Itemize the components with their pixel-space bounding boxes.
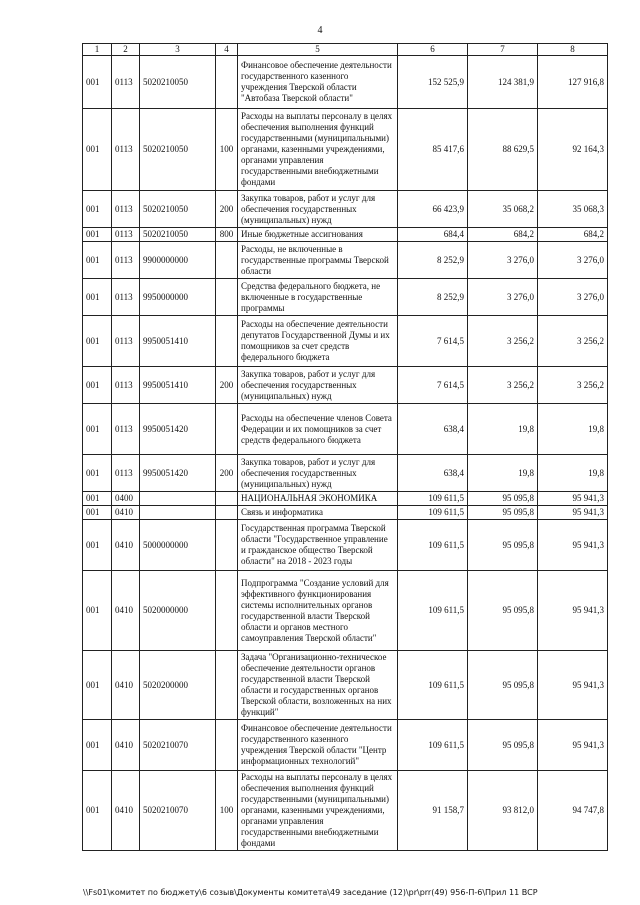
table-row [83, 56, 608, 109]
amount-col6-cell: 91 158,7 [398, 771, 468, 851]
description-cell: Закупка товаров, работ и услуг для обеспечения государственных (муниципальных) нужд [238, 455, 398, 492]
section-code-cell: 0113 [112, 279, 140, 316]
amount-col8-cell: 95 941,3 [538, 571, 608, 651]
amount-col7-cell: 95 095,8 [468, 651, 538, 720]
section-code-cell: 0400 [112, 492, 140, 506]
amount-col7-cell: 124 381,9 [468, 56, 538, 109]
target-article-cell [140, 506, 216, 520]
column-header: 4 [216, 44, 238, 56]
gr-code-cell: 001 [83, 651, 112, 720]
table-row [83, 506, 608, 520]
gr-code-cell: 001 [83, 191, 112, 228]
target-article-cell: 5020210070 [140, 720, 216, 771]
target-article-cell: 5020210050 [140, 228, 216, 242]
table-row [83, 279, 608, 316]
amount-col8-cell: 95 941,3 [538, 492, 608, 506]
column-header: 2 [112, 44, 140, 56]
amount-col6-cell: 109 611,5 [398, 720, 468, 771]
amount-col8-cell: 95 941,3 [538, 506, 608, 520]
amount-col6-cell: 85 417,6 [398, 109, 468, 191]
page-number: 4 [317, 25, 323, 36]
file-path-footer: \\Fs01\комитет по бюджету\6 созыв\Документы комитета\49 заседание (12)\pr\prr(49) 956-П-6\Прил 11 ВСР [83, 888, 538, 897]
expense-type-cell: 200 [216, 367, 238, 404]
gr-code-cell: 001 [83, 56, 112, 109]
expense-type-cell [216, 492, 238, 506]
amount-col6-cell: 7 614,5 [398, 316, 468, 367]
amount-col6-cell: 638,4 [398, 455, 468, 492]
column-header: 8 [538, 44, 608, 56]
target-article-cell: 9950051420 [140, 455, 216, 492]
description-cell: НАЦИОНАЛЬНАЯ ЭКОНОМИКА [238, 492, 398, 506]
amount-col8-cell: 3 256,2 [538, 316, 608, 367]
amount-col8-cell: 3 276,0 [538, 279, 608, 316]
amount-col7-cell: 3 256,2 [468, 316, 538, 367]
expense-type-cell [216, 720, 238, 771]
gr-code-cell: 001 [83, 228, 112, 242]
target-article-cell: 5020000000 [140, 571, 216, 651]
gr-code-cell: 001 [83, 404, 112, 455]
target-article-cell: 5020210050 [140, 109, 216, 191]
expense-type-cell [216, 404, 238, 455]
description-cell: Расходы на обеспечение членов Совета Федерации и их помощников за счет средств федерального бюджета [238, 404, 398, 455]
table-row [83, 520, 608, 571]
amount-col8-cell: 95 941,3 [538, 651, 608, 720]
table-row [83, 571, 608, 651]
amount-col8-cell: 684,2 [538, 228, 608, 242]
table-row [83, 771, 608, 851]
table-row [83, 316, 608, 367]
amount-col8-cell: 35 068,3 [538, 191, 608, 228]
column-header: 5 [238, 44, 398, 56]
description-cell: Финансовое обеспечение деятельности государственного казенного учреждения Тверской области "Центр информационных технологий" [238, 720, 398, 771]
expense-type-cell: 100 [216, 771, 238, 851]
column-header: 7 [468, 44, 538, 56]
description-cell: Средства федерального бюджета, не включенные в государственные программы [238, 279, 398, 316]
gr-code-cell: 001 [83, 506, 112, 520]
column-header: 6 [398, 44, 468, 56]
table-row [83, 651, 608, 720]
amount-col7-cell: 3 256,2 [468, 367, 538, 404]
expense-type-cell [216, 56, 238, 109]
description-cell: Подпрограмма "Создание условий для эффективного функционирования системы исполнительных органов государственной власти Тверской области и органов местного самоуправления Тверской области" [238, 571, 398, 651]
expense-type-cell [216, 316, 238, 367]
table-row [83, 242, 608, 279]
amount-col7-cell: 95 095,8 [468, 492, 538, 506]
table-row [83, 455, 608, 492]
expense-type-cell [216, 279, 238, 316]
amount-col7-cell: 684,2 [468, 228, 538, 242]
description-cell: Закупка товаров, работ и услуг для обеспечения государственных (муниципальных) нужд [238, 191, 398, 228]
amount-col8-cell: 19,8 [538, 404, 608, 455]
amount-col6-cell: 109 611,5 [398, 571, 468, 651]
section-code-cell: 0410 [112, 506, 140, 520]
expense-type-cell [216, 571, 238, 651]
target-article-cell [140, 492, 216, 506]
amount-col7-cell: 93 812,0 [468, 771, 538, 851]
amount-col8-cell: 3 276,0 [538, 242, 608, 279]
amount-col8-cell: 95 941,3 [538, 520, 608, 571]
section-code-cell: 0410 [112, 651, 140, 720]
target-article-cell: 9950051410 [140, 367, 216, 404]
table-row [83, 109, 608, 191]
gr-code-cell: 001 [83, 720, 112, 771]
description-cell: Связь и информатика [238, 506, 398, 520]
table-row [83, 404, 608, 455]
target-article-cell: 5020200000 [140, 651, 216, 720]
description-cell: Закупка товаров, работ и услуг для обеспечения государственных (муниципальных) нужд [238, 367, 398, 404]
section-code-cell: 0113 [112, 367, 140, 404]
amount-col7-cell: 95 095,8 [468, 506, 538, 520]
gr-code-cell: 001 [83, 316, 112, 367]
amount-col6-cell: 109 611,5 [398, 506, 468, 520]
description-cell: Государственная программа Тверской области "Государственное управление и гражданское общество Тверской области" на 2018 - 2023 годы [238, 520, 398, 571]
amount-col6-cell: 8 252,9 [398, 242, 468, 279]
amount-col7-cell: 3 276,0 [468, 279, 538, 316]
amount-col6-cell: 109 611,5 [398, 492, 468, 506]
section-code-cell: 0113 [112, 228, 140, 242]
table-row [83, 191, 608, 228]
description-cell: Задача "Организационно-техническое обеспечение деятельности органов государственной власти Тверской области и государственных органов Тверской области, возложенных на них функций" [238, 651, 398, 720]
description-cell: Расходы, не включенные в государственные программы Тверской области [238, 242, 398, 279]
gr-code-cell: 001 [83, 492, 112, 506]
gr-code-cell: 001 [83, 571, 112, 651]
section-code-cell: 0410 [112, 520, 140, 571]
amount-col6-cell: 66 423,9 [398, 191, 468, 228]
table-row [83, 492, 608, 506]
table-row [83, 228, 608, 242]
amount-col7-cell: 95 095,8 [468, 571, 538, 651]
column-header: 1 [83, 44, 112, 56]
amount-col8-cell: 3 256,2 [538, 367, 608, 404]
target-article-cell: 9950000000 [140, 279, 216, 316]
expense-type-cell [216, 520, 238, 571]
amount-col6-cell: 152 525,9 [398, 56, 468, 109]
section-code-cell: 0113 [112, 404, 140, 455]
gr-code-cell: 001 [83, 279, 112, 316]
section-code-cell: 0410 [112, 771, 140, 851]
target-article-cell: 5000000000 [140, 520, 216, 571]
section-code-cell: 0410 [112, 571, 140, 651]
amount-col6-cell: 684,4 [398, 228, 468, 242]
budget-table [82, 43, 608, 851]
gr-code-cell: 001 [83, 455, 112, 492]
description-cell: Финансовое обеспечение деятельности государственного казенного учреждения Тверской области "Автобаза Тверской области" [238, 56, 398, 109]
amount-col7-cell: 19,8 [468, 455, 538, 492]
target-article-cell: 5020210070 [140, 771, 216, 851]
amount-col7-cell: 95 095,8 [468, 520, 538, 571]
description-cell: Расходы на выплаты персоналу в целях обеспечения выполнения функций государственными (муниципальными) органами, казенными учреждениями, органами управления государственными внебюджетными фондами [238, 771, 398, 851]
amount-col8-cell: 92 164,3 [538, 109, 608, 191]
amount-col6-cell: 109 611,5 [398, 520, 468, 571]
gr-code-cell: 001 [83, 242, 112, 279]
amount-col7-cell: 95 095,8 [468, 720, 538, 771]
section-code-cell: 0113 [112, 242, 140, 279]
expense-type-cell [216, 242, 238, 279]
section-code-cell: 0113 [112, 56, 140, 109]
expense-type-cell: 800 [216, 228, 238, 242]
amount-col8-cell: 19,8 [538, 455, 608, 492]
target-article-cell: 5020210050 [140, 56, 216, 109]
table-row [83, 367, 608, 404]
column-header: 3 [140, 44, 216, 56]
table-header-row [83, 44, 608, 56]
expense-type-cell [216, 506, 238, 520]
amount-col8-cell: 95 941,3 [538, 720, 608, 771]
description-cell: Расходы на обеспечение деятельности депутатов Государственной Думы и их помощников за счет средств федерального бюджета [238, 316, 398, 367]
amount-col7-cell: 35 068,2 [468, 191, 538, 228]
expense-type-cell: 200 [216, 455, 238, 492]
target-article-cell: 5020210050 [140, 191, 216, 228]
section-code-cell: 0113 [112, 316, 140, 367]
description-cell: Расходы на выплаты персоналу в целях обеспечения выполнения функций государственными (муниципальными) органами, казенными учреждениями, органами управления государственными внебюджетными фондами [238, 109, 398, 191]
amount-col7-cell: 19,8 [468, 404, 538, 455]
amount-col7-cell: 3 276,0 [468, 242, 538, 279]
amount-col6-cell: 109 611,5 [398, 651, 468, 720]
gr-code-cell: 001 [83, 367, 112, 404]
expense-type-cell: 200 [216, 191, 238, 228]
target-article-cell: 9950051410 [140, 316, 216, 367]
section-code-cell: 0113 [112, 191, 140, 228]
amount-col6-cell: 7 614,5 [398, 367, 468, 404]
amount-col7-cell: 88 629,5 [468, 109, 538, 191]
gr-code-cell: 001 [83, 771, 112, 851]
amount-col6-cell: 638,4 [398, 404, 468, 455]
section-code-cell: 0410 [112, 720, 140, 771]
amount-col8-cell: 94 747,8 [538, 771, 608, 851]
section-code-cell: 0113 [112, 109, 140, 191]
gr-code-cell: 001 [83, 520, 112, 571]
target-article-cell: 9900000000 [140, 242, 216, 279]
table-row [83, 720, 608, 771]
expense-type-cell [216, 651, 238, 720]
target-article-cell: 9950051420 [140, 404, 216, 455]
amount-col6-cell: 8 252,9 [398, 279, 468, 316]
section-code-cell: 0113 [112, 455, 140, 492]
gr-code-cell: 001 [83, 109, 112, 191]
amount-col8-cell: 127 916,8 [538, 56, 608, 109]
description-cell: Иные бюджетные ассигнования [238, 228, 398, 242]
expense-type-cell: 100 [216, 109, 238, 191]
